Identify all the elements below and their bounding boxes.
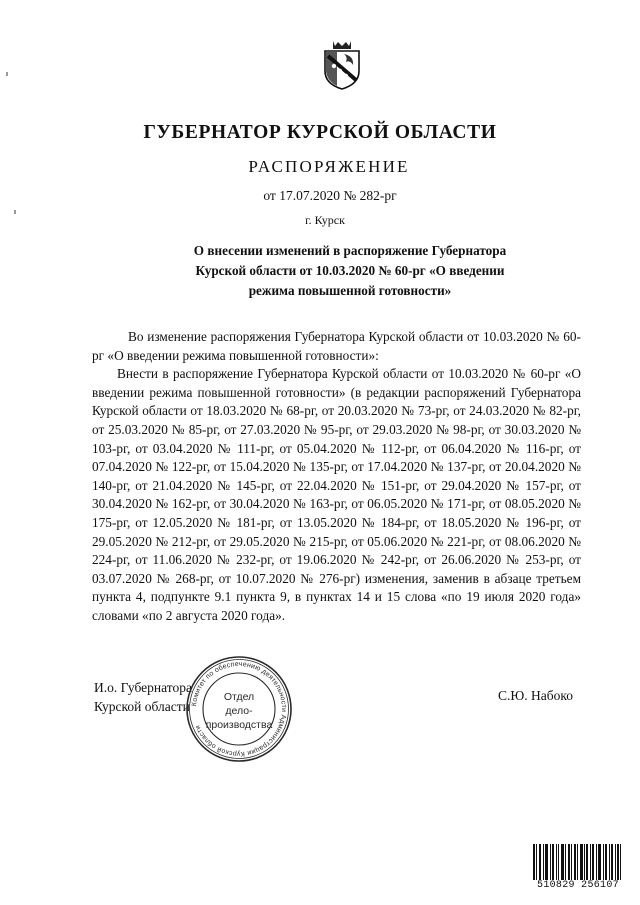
scan-speck <box>14 210 16 214</box>
body-paragraph-intro: Во изменение распоряжения Губернатора Курской области от 10.03.2020 № 60-рг «О введении режима повышенной готовности»: <box>92 329 581 363</box>
subject-line: режима повышенной готовности» <box>248 283 452 298</box>
stamp-center-text: производства <box>205 719 273 731</box>
document-barcode <box>533 844 621 880</box>
office-stamp <box>183 653 295 765</box>
signatory-title-line: Курской области <box>94 699 190 714</box>
body-paragraph-main: Внести в распоряжение Губернатора Курской области от 10.03.2020 № 60-рг «О введении режима повышенной готовности» (в редакции распоряжений Губернатора Курской области от 18.03.2020 № 68-рг, от 20.03.2020 № 73-рг, от 24.03.2020 № 82-рг, от 25.03.2020 № 85-рг, от 27.03.2020 № 95-рг, от 29.03.2020 № 98-рг, от 30.03.2020 № 103-рг, от 03.04.2020 № 111-рг, от 05.04.2020 № 112-рг, от 06.04.2020 № 116-рг, от 07.04.2020 № 122-рг, от 15.04.2020 № 135-рг, от 17.04.2020 № 137-рг, от 20.04.2020 № 140-рг, от 21.04.2020 № 145-рг, от 22.04.2020 № 151-рг, от 29.04.2020 № 157-рг, от 30.04.2020 № 162-рг, от 30.04.2020 № 163-рг, от 06.05.2020 № 171-рг, от 08.05.2020 № 175-рг, от 12.05.2020 № 181-рг, от 13.05.2020 № 184-рг, от 18.05.2020 № 196-рг, от 29.05.2020 № 212-рг, от 29.05.2020 № 215-рг, от 05.06.2020 № 221-рг, от 08.06.2020 № 224-рг, от 11.06.2020 № 232-рг, от 19.06.2020 № 242-рг, от 26.06.2020 № 253-рг, от 03.07.2020 № 268-рг, от 10.07.2020 № 276-рг) изменения, заменив в абзаце третьем пункта 4, подпункте 9.1 пункта 9, в пунктах 14 и 15 слова «по 19 июля 2020 года» словами «по 2 августа 2020 года». <box>92 366 581 623</box>
issuing-authority: ГУБЕРНАТОР КУРСКОЙ ОБЛАСТИ <box>143 122 497 143</box>
signatory-name: С.Ю. Набоко <box>498 688 573 703</box>
stamp-ring-text: Комитет по обеспечению деятельности Администрации Курской области <box>191 660 288 758</box>
subject-line: О внесении изменений в распоряжение Губернатора <box>193 243 507 258</box>
document-subject <box>100 241 600 301</box>
document-type: РАСПОРЯЖЕНИЕ <box>248 157 410 176</box>
document-body <box>92 328 581 626</box>
document-city: г. Курск <box>305 213 345 227</box>
stamp-center-text: Отдел <box>223 691 255 703</box>
coat-of-arms-emblem <box>320 38 364 90</box>
scan-speck <box>6 72 8 76</box>
document-date-number: от 17.07.2020 № 282-рг <box>263 188 397 203</box>
barcode-number: 510829 256107 <box>537 880 619 891</box>
subject-line: Курской области от 10.03.2020 № 60-рг «О введении <box>195 263 505 278</box>
signatory-title-line: И.о. Губернатора <box>94 680 193 695</box>
stamp-center-text: дело- <box>225 705 253 717</box>
signatory-title <box>94 678 192 716</box>
